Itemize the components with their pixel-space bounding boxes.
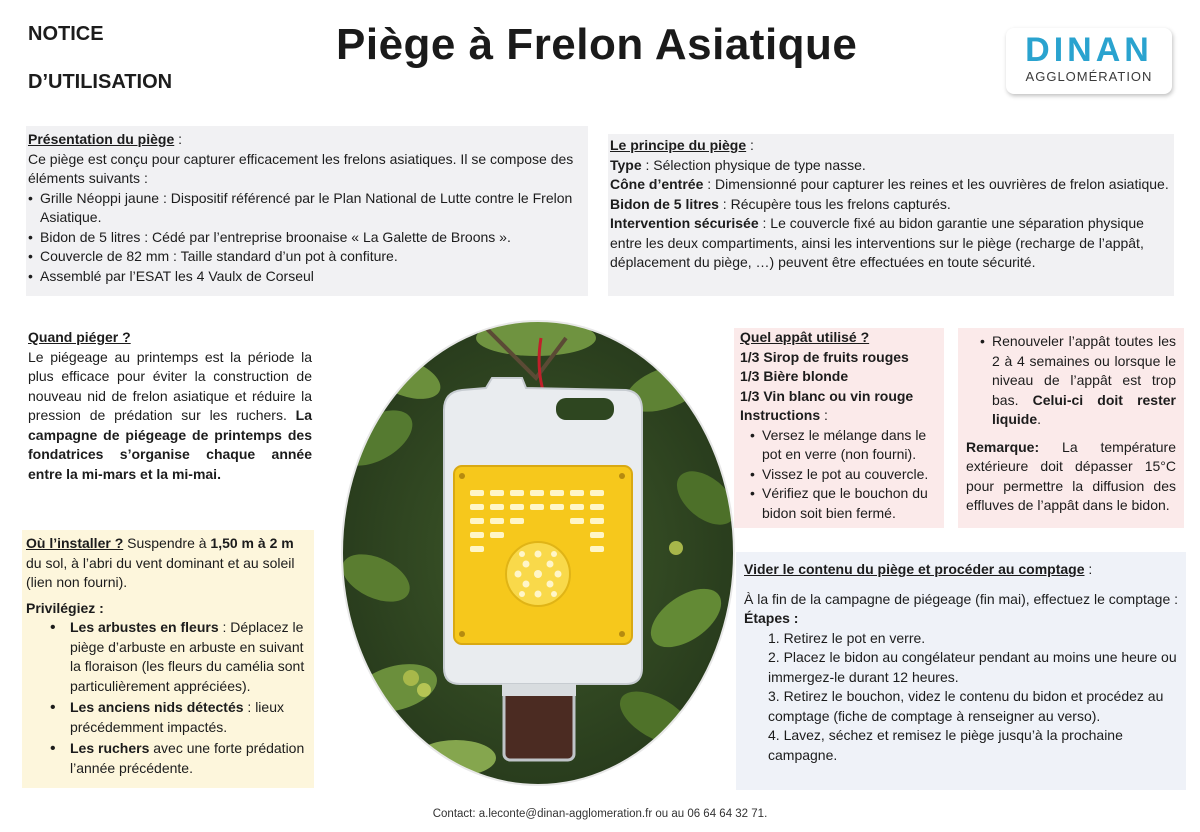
installer-section xyxy=(22,530,314,788)
principe-heading: Le principe du piège xyxy=(610,137,747,153)
presentation-list xyxy=(28,189,586,287)
installer-item-text: : lieux précédemment impactés. xyxy=(70,699,284,735)
remarque-text: La température extérieure doit dépasser 15°C pour permettre la diffusion des effluves de l’appât dans le bidon. xyxy=(966,438,1176,513)
notice-line-1: NOTICE xyxy=(28,23,104,45)
presentation-item: • Couvercle de 82 mm : Taille standard d’un pot à confiture. xyxy=(28,247,586,267)
principe-row-label: Bidon de 5 litres xyxy=(610,195,719,212)
quand-text: Le piégeage au printemps est la période la plus efficace pour éviter la construction de nouveau nid de frelon asiatique et réduire la pression de prédation sur les ruchers. xyxy=(28,348,312,423)
notice-line-2: D’UTILISATION xyxy=(28,71,173,93)
presentation-section xyxy=(26,126,588,296)
quand-heading: Quand piéger ? xyxy=(28,329,131,345)
renouveler-list xyxy=(966,332,1176,430)
vider-step: 2. Placez le bidon au congélateur pendant au moins une heure ou immergez-le durant 12 heures. xyxy=(768,649,1177,685)
installer-item xyxy=(44,739,310,778)
remarque-label: Remarque: xyxy=(966,438,1040,455)
logo-word: DINAN xyxy=(1025,31,1153,69)
renouveler-end: . xyxy=(1037,411,1042,427)
privilegiez-label: Privilégiez : xyxy=(26,599,104,616)
principe-heading-colon: : xyxy=(746,137,754,153)
vider-step: 3. Retirez le bouchon, videz le contenu du bidon et procédez au comptage (fiche de comptage à renseigner au verso). xyxy=(768,688,1164,724)
vider-heading: Vider le contenu du piège et procéder au comptage xyxy=(744,561,1085,577)
hornet-trap-photo xyxy=(336,318,740,788)
appat-section xyxy=(734,328,944,528)
principe-row-label: Cône d’entrée xyxy=(610,176,704,192)
renouveler-text: Renouveler l’appât toutes les 2 à 4 semaines ou lorsque le niveau de l’appât est trop bas. xyxy=(992,333,1176,408)
principe-row-text: : Le couvercle fixé au bidon garantie une séparation physique entre les deux compartiments, ainsi les interventions sur le piège (recharge de l’appât, déplacement du piège, …) peuvent être effectuées en toute sécurité. xyxy=(610,215,1144,270)
instructions-label: Instructions xyxy=(740,407,821,423)
page-title: Piège à Frelon Asiatique xyxy=(336,20,858,69)
installer-item-bold: Les anciens nids détectés xyxy=(70,699,244,715)
trap-photo-svg xyxy=(336,318,740,788)
principe-row xyxy=(610,195,1172,215)
remarque xyxy=(966,438,1176,516)
principe-row-label: Type xyxy=(610,156,642,173)
installer-item-bold: Les arbustes en fleurs xyxy=(70,619,219,635)
dinan-logo xyxy=(1006,28,1172,94)
installer-heading: Où l’installer ? xyxy=(26,535,124,551)
appat-ingredient: 1/3 Bière blonde xyxy=(740,368,849,384)
vider-section xyxy=(736,552,1186,790)
instruction-item: • Vissez le pot au couvercle. xyxy=(750,465,938,485)
principe-row xyxy=(610,175,1172,195)
appat-ingredient: 1/3 Vin blanc ou vin rouge xyxy=(740,387,914,404)
principe-row-label: Intervention sécurisée xyxy=(610,215,759,231)
installer-item-text: : Déplacez le piège d’arbuste en arbuste en suivant la floraison (les fleurs du camélia sont particulièrement appréciées). xyxy=(70,619,305,694)
installer-height: 1,50 m à 2 m xyxy=(210,535,294,551)
installer-item-bold: Les ruchers xyxy=(70,740,150,756)
notice-heading xyxy=(28,10,172,106)
quand-bold: La campagne de piégeage de printemps des fondatrices s’organise chaque année entre la mi-mars et la mi-mai. xyxy=(28,407,312,482)
vider-heading-colon: : xyxy=(1084,561,1093,577)
vider-step: 1. Retirez le pot en verre. xyxy=(768,629,926,646)
installer-item xyxy=(44,698,310,737)
instruction-item: • Vérifiez que le bouchon du bidon soit bien fermé. xyxy=(750,484,938,523)
presentation-item: • Assemblé par l’ESAT les 4 Vaulx de Corseul xyxy=(28,267,586,287)
appat-heading: Quel appât utilisé ? xyxy=(740,329,870,345)
vider-intro: À la fin de la campagne de piégeage (fin mai), effectuez le comptage : xyxy=(744,590,1179,607)
installer-item xyxy=(44,618,310,696)
quand-section xyxy=(26,326,314,486)
presentation-item: • Grille Néoppi jaune : Dispositif référencé par le Plan National de Lutte contre le Frelon Asiatique. xyxy=(28,189,586,228)
installer-text1: Suspendre à xyxy=(123,535,211,551)
principe-row-text: : Dimensionné pour capturer les reines et les ouvrières de frelon asiatique. xyxy=(703,176,1169,192)
principe-row-text: : Récupère tous les frelons capturés. xyxy=(718,195,951,212)
principe-row-text: : Sélection physique de type nasse. xyxy=(641,156,866,173)
instruction-item: • Versez le mélange dans le pot en verre (non fourni). xyxy=(750,426,938,465)
vider-step: 4. Lavez, séchez et remisez le piège jusqu’à la prochaine campagne. xyxy=(768,727,1123,763)
renouveler-bold: Celui-ci doit rester liquide xyxy=(992,391,1176,427)
presentation-heading-colon: : xyxy=(174,131,183,147)
presentation-heading: Présentation du piège xyxy=(28,131,175,147)
principe-row xyxy=(610,214,1172,273)
presentation-intro: Ce piège est conçu pour capturer efficacement les frelons asiatiques. Il se compose des éléments suivants : xyxy=(28,150,574,186)
installer-text2: du sol, à l’abri du vent dominant et au soleil (lien non fourni). xyxy=(26,554,295,590)
principe-row xyxy=(610,156,1172,176)
presentation-item: • Bidon de 5 litres : Cédé par l’entreprise broonaise « La Galette de Broons ». xyxy=(28,228,586,248)
instructions-list xyxy=(740,426,938,524)
contact-line: Contact: a.leconte@dinan-agglomeration.fr ou au 06 64 64 32 71. xyxy=(432,808,768,820)
renouveler-section xyxy=(958,328,1184,528)
etapes-label: Étapes : xyxy=(744,610,799,626)
instructions-colon: : xyxy=(820,407,828,423)
installer-item-text: avec une forte prédation l’année précédente. xyxy=(70,740,305,776)
appat-ingredient: 1/3 Sirop de fruits rouges xyxy=(740,348,909,365)
logo-subword: AGGLOMÉRATION xyxy=(1025,69,1153,84)
installer-list xyxy=(26,618,310,778)
principe-section xyxy=(608,134,1174,296)
